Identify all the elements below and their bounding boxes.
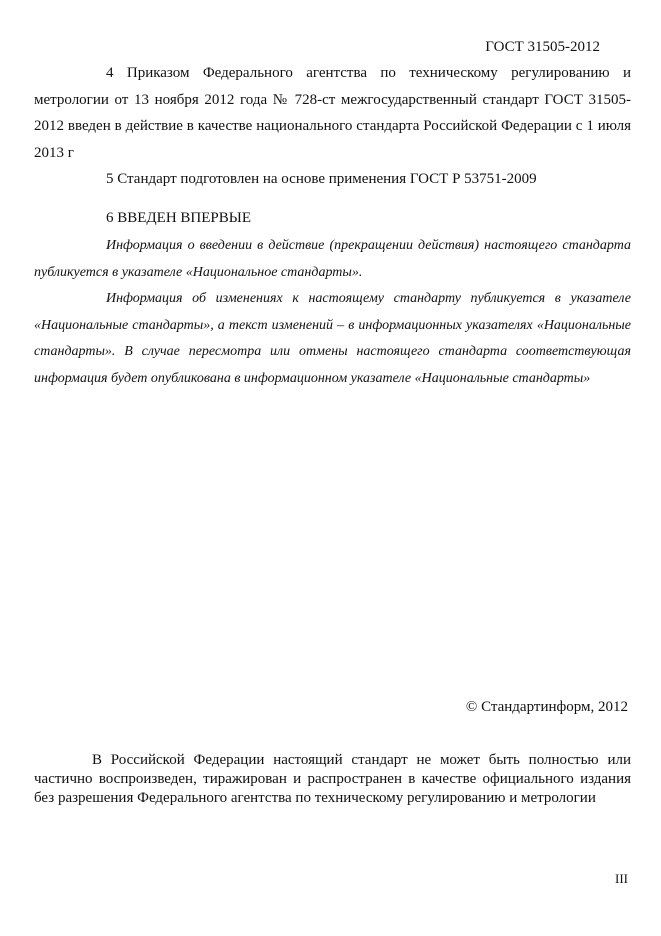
paragraph-introduced-first: 6 ВВЕДЕН ВПЕРВЫЕ [106, 210, 251, 226]
page-number: III [615, 871, 628, 886]
rights-notice: В Российской Федерации настоящий стандарт не может быть полностью или частично воспроизведен, тиражирован и распространен в качестве официального издания без разрешения Федерального агентства по техническому регулированию и метрологии [34, 752, 631, 806]
paragraph-info-changes: Информация об изменениях к настоящему стандарту публикуется в указателе «Национальные стандарты», а текст изменений – в информационных указателях «Национальные стандарты». В случае пересмотра или отмены настоящего стандарта соответствующая информация будет опубликована в информационном указателе «Национальные стандарты» [34, 291, 631, 386]
copyright-notice: © Стандартинформ, 2012 [465, 699, 628, 715]
paragraph-info-enactment: Информация о введении в действие (прекращении действия) настоящего стандарта публикуется в указателе «Национальное стандарты». [34, 238, 631, 280]
paragraph-prepared-basis: 5 Стандарт подготовлен на основе применения ГОСТ Р 53751-2009 [106, 171, 537, 187]
paragraph-enactment: 4 Приказом Федерального агентства по техническому регулированию и метрологии от 13 ноября 2012 года № 728-ст межгосударственный стандарт ГОСТ 31505-2012 введен в действие в качестве национального стандарта Российской Федерации с 1 июля 2013 г [34, 65, 631, 161]
page-header-doc-code: ГОСТ 31505-2012 [485, 39, 600, 55]
